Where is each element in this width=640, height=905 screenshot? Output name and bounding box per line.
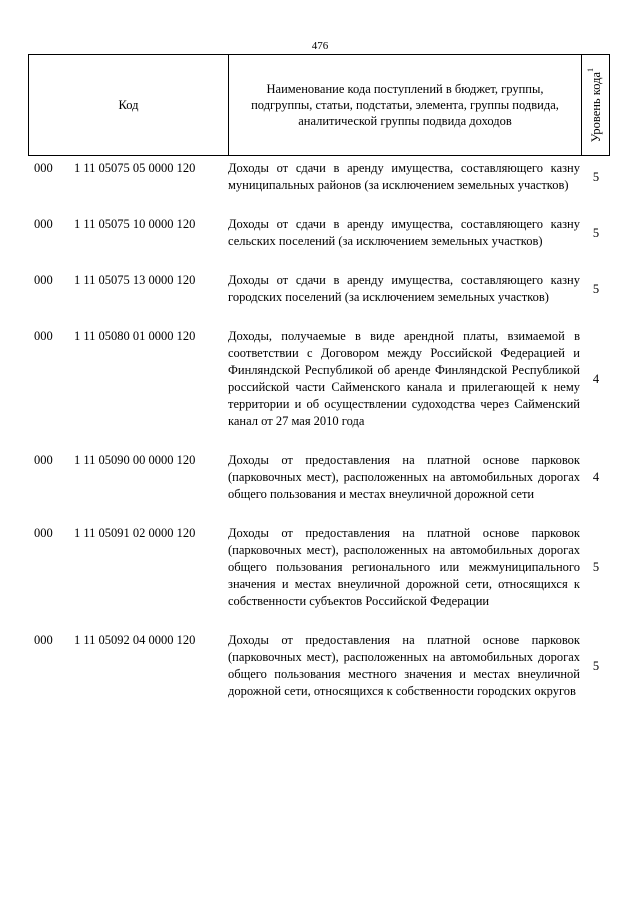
row-level: 5	[592, 560, 600, 574]
row-level: 5	[592, 225, 600, 240]
table-row	[28, 216, 610, 250]
row-code: 1 11 05080 01 0000 120	[74, 329, 196, 343]
row-admin-code: 000	[34, 633, 53, 647]
table-body	[28, 160, 610, 722]
row-name: Доходы от сдачи в аренду имущества, составляющего казну муниципальных районов (за исключением земельных участков)	[228, 161, 580, 192]
header-level-footnote: 1	[586, 67, 596, 72]
row-level: 5	[592, 281, 600, 296]
row-code: 1 11 05090 00 0000 120	[74, 453, 196, 467]
row-name: Доходы от сдачи в аренду имущества, составляющего казну сельских поселений (за исключением земельных участков)	[228, 217, 580, 248]
row-code: 1 11 05075 13 0000 120	[74, 273, 196, 287]
header-name: Наименование кода поступлений в бюджет, группы, подгруппы, статьи, подстатьи, элемента, группы подвида, аналитической группы подвида доходов	[228, 55, 581, 155]
row-admin-code: 000	[34, 217, 53, 231]
row-code: 1 11 05091 02 0000 120	[74, 526, 196, 540]
row-level: 5	[592, 658, 600, 673]
row-level: 5	[592, 169, 600, 184]
row-name: Доходы от предоставления на платной основе парковок (парковочных мест), расположенных на автомобильных дорогах общего пользования регионального или межмуниципального значения и местах внеуличной дорожной сети, относящихся к собственности субъектов Российской Федерации	[228, 526, 580, 608]
row-name: Доходы, получаемые в виде арендной платы, взимаемой в соответствии с Договором между Российской Федерацией и Финляндской Республикой об аренде Финляндской Республикой российской части Сайменского канала и прилегающей к нему территории и об осуществлении судоходства через Сайменский канал от 27 мая 2010 года	[228, 329, 580, 428]
row-level: 4	[592, 470, 600, 484]
page-number: 476	[311, 40, 329, 52]
row-admin-code: 000	[34, 161, 53, 175]
row-name: Доходы от сдачи в аренду имущества, составляющего казну городских поселений (за исключением земельных участков)	[228, 273, 580, 304]
row-admin-code: 000	[34, 329, 53, 343]
header-level-text	[586, 68, 604, 142]
row-code: 1 11 05092 04 0000 120	[74, 633, 196, 647]
table-row	[28, 452, 610, 503]
header-code: Код	[118, 97, 139, 112]
row-code: 1 11 05075 05 0000 120	[74, 161, 196, 175]
row-admin-code: 000	[34, 526, 53, 540]
header-level	[581, 55, 609, 155]
header-level-label: Уровень кода	[589, 71, 604, 143]
table-row	[28, 328, 610, 430]
row-admin-code: 000	[34, 453, 53, 467]
table-header	[28, 54, 610, 156]
row-admin-code: 000	[34, 273, 53, 287]
table-row	[28, 525, 610, 610]
row-name: Доходы от предоставления на платной основе парковок (парковочных мест), расположенных на автомобильных дорогах общего пользования и местах внеуличной дорожной сети	[228, 453, 580, 501]
row-name: Доходы от предоставления на платной основе парковок (парковочных мест), расположенных на автомобильных дорогах общего пользования местного значения и местах внеуличной дорожной сети, относящихся к собственности городских округов	[228, 633, 580, 698]
row-code: 1 11 05075 10 0000 120	[74, 217, 196, 231]
table-row	[28, 160, 610, 194]
row-level: 4	[592, 371, 600, 386]
table-row	[28, 272, 610, 306]
table-row	[28, 632, 610, 700]
